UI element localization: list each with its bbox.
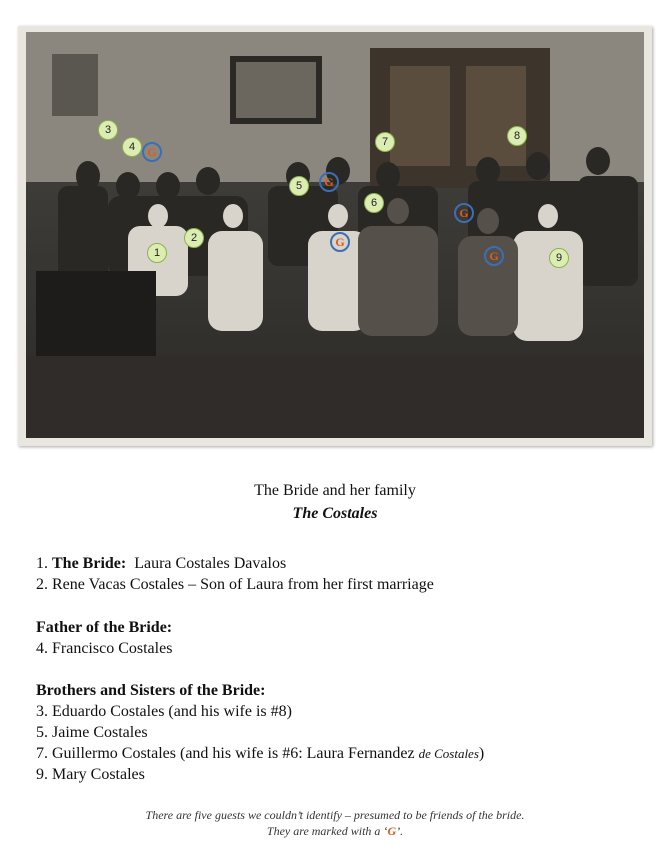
section-heading: Brothers and Sisters of the Bride: [36,682,266,699]
marker-2: 2 [184,228,204,248]
item-label: The Bride: [52,555,127,572]
guest-marker: G [330,232,350,252]
caption-title: The Bride and her family [254,482,416,499]
list-item [36,553,434,574]
footnote-line-2 [0,824,670,839]
marker-6: 6 [364,193,384,213]
footnote-line-1: There are five guests we couldn’t identify – presumed to be friends of the bride. [145,808,525,822]
father-section [36,617,172,659]
marker-9: 9 [549,248,569,268]
bride-list [36,553,434,595]
item-number: 1. [36,555,52,572]
guest-marker: G [142,142,162,162]
guest-letter: G [387,824,397,838]
list-item: 2. Rene Vacas Costales – Son of Laura from her first marriage [36,576,434,593]
marker-5: 5 [289,176,309,196]
guest-marker: G [454,203,474,223]
marker-1: 1 [147,243,167,263]
footnote-text-end: ’. [396,824,404,838]
section-heading: Father of the Bride: [36,619,173,636]
item-text: Laura Costales Davalos [134,555,287,572]
list-item: 9. Mary Costales [36,766,145,783]
siblings-section [36,680,484,785]
list-item [36,743,484,764]
item-text-italic: de Costales [418,746,479,761]
marker-8: 8 [507,126,527,146]
list-item: 3. Eduardo Costales (and his wife is #8) [36,703,292,720]
footnote-text: They are marked with a ‘ [266,824,388,838]
caption-subtitle: The Costales [292,505,378,522]
marker-7: 7 [375,132,395,152]
item-text-end: ) [478,745,485,762]
guest-marker: G [319,172,339,192]
item-text: 7. Guillermo Costales (and his wife is #6: Laura Fernandez [36,745,419,762]
marker-3: 3 [98,120,118,140]
family-photo [18,26,652,446]
list-item: 5. Jaime Costales [36,724,148,741]
marker-4: 4 [122,137,142,157]
guest-marker: G [484,246,504,266]
list-item: 4. Francisco Costales [36,640,173,657]
